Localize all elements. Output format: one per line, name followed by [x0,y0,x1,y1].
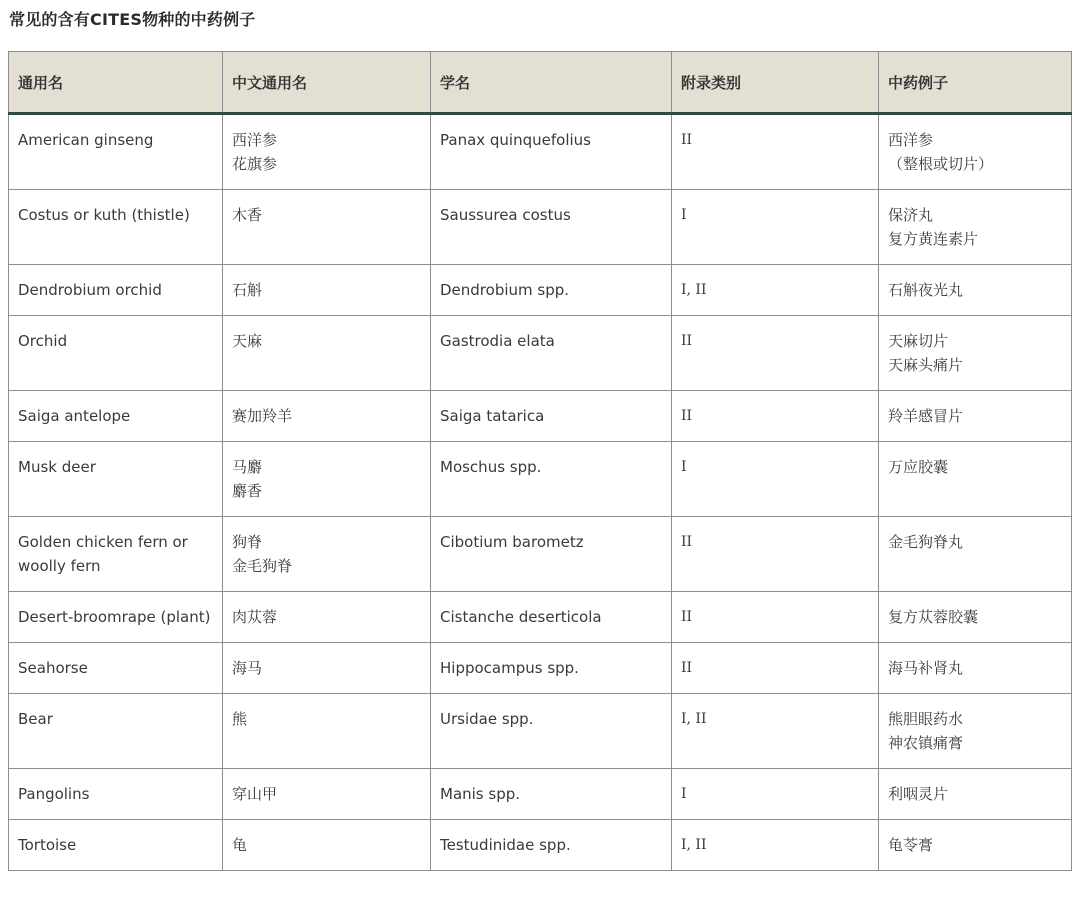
appendix-value: II [681,660,693,676]
common-name-cell [9,643,223,694]
tcm-example-line: 羚羊感冒片 [888,407,964,425]
table-row [9,820,1072,871]
table-header-row [9,52,1072,114]
tcm-examples-cell [879,517,1072,592]
appendix-cell [672,820,879,871]
chinese-name-cell [223,316,431,391]
scientific-name-cell [431,769,672,820]
tcm-example-line: 保济丸 [888,206,934,224]
chinese-name-cell [223,694,431,769]
appendix-value: II [681,408,693,424]
tcm-example-line: 复方苁蓉胶囊 [888,608,979,626]
common-name: American ginseng [18,131,154,149]
common-name: Seahorse [18,659,88,677]
chinese-name-line: 海马 [232,659,263,677]
appendix-value: II [681,534,693,550]
tcm-example-line: 西洋参 [888,131,934,149]
tcm-examples-cell [879,694,1072,769]
tcm-example-line: 金毛狗脊丸 [888,533,964,551]
appendix-value: I, II [681,282,707,298]
chinese-name-line: 赛加羚羊 [232,407,293,425]
common-name: Saiga antelope [18,407,131,425]
appendix-cell [672,190,879,265]
tcm-example-line: 天麻切片 [888,332,949,350]
tcm-examples-cell [879,592,1072,643]
table-row [9,643,1072,694]
appendix-value: I, II [681,711,707,727]
scientific-name: Panax quinquefolius [440,131,591,149]
tcm-examples-cell [879,820,1072,871]
scientific-name-cell [431,592,672,643]
table-row [9,517,1072,592]
page-title: 常见的含有CITES物种的中药例子 [9,10,256,29]
appendix-value: I [681,459,687,475]
table-row [9,391,1072,442]
appendix-cell [672,769,879,820]
tcm-examples-cell [879,190,1072,265]
tcm-examples-cell [879,265,1072,316]
chinese-name-cell [223,114,431,190]
chinese-name-cell [223,190,431,265]
chinese-name-line: 石斛 [232,281,263,299]
scientific-name-cell [431,820,672,871]
scientific-name: Saussurea costus [440,206,571,224]
common-name-cell [9,820,223,871]
tcm-example-line: 复方黄连素片 [888,230,979,248]
scientific-name-cell [431,442,672,517]
chinese-name-line: 穿山甲 [232,785,278,803]
chinese-name-line: 木香 [232,206,263,224]
chinese-name-line: 马麝 [232,458,263,476]
appendix-cell [672,517,879,592]
tcm-example-line: 石斛夜光丸 [888,281,964,299]
scientific-name: Manis spp. [440,785,521,803]
scientific-name-cell [431,190,672,265]
chinese-name-line: 西洋参 [232,131,278,149]
cites-species-table [8,51,1072,871]
table-row [9,114,1072,190]
table-row [9,694,1072,769]
scientific-name: Moschus spp. [440,458,542,476]
chinese-name-cell [223,517,431,592]
chinese-name-line: 龟 [232,836,248,854]
chinese-name-line: 金毛狗脊 [232,557,293,575]
tcm-example-line: 龟苓膏 [888,836,934,854]
tcm-examples-cell [879,643,1072,694]
tcm-examples-cell [879,114,1072,190]
scientific-name-cell [431,114,672,190]
header-chinese-name: 中文通用名 [223,52,431,114]
chinese-name-cell [223,391,431,442]
common-name: Costus or kuth (thistle) [18,206,190,224]
table-row [9,316,1072,391]
scientific-name-cell [431,265,672,316]
appendix-cell [672,265,879,316]
table-row [9,265,1072,316]
appendix-value: I [681,786,687,802]
common-name-cell [9,190,223,265]
tcm-example-line: 万应胶囊 [888,458,949,476]
common-name-cell [9,265,223,316]
table-row [9,769,1072,820]
scientific-name: Cibotium barometz [440,533,584,551]
scientific-name: Saiga tatarica [440,407,545,425]
tcm-example-line: 利咽灵片 [888,785,949,803]
chinese-name-line: 狗脊 [232,533,263,551]
tcm-examples-cell [879,391,1072,442]
appendix-value: II [681,609,693,625]
table-body [9,114,1072,871]
common-name: Tortoise [18,836,77,854]
scientific-name-cell [431,517,672,592]
scientific-name: Gastrodia elata [440,332,555,350]
header-appendix: 附录类别 [672,52,879,114]
appendix-cell [672,592,879,643]
appendix-cell [672,316,879,391]
chinese-name-cell [223,820,431,871]
scientific-name-cell [431,391,672,442]
common-name-cell [9,442,223,517]
tcm-example-line: 海马补肾丸 [888,659,964,677]
header-scientific-name: 学名 [431,52,672,114]
scientific-name-cell [431,316,672,391]
common-name: Orchid [18,332,68,350]
common-name-cell [9,517,223,592]
common-name: Musk deer [18,458,96,476]
appendix-cell [672,643,879,694]
common-name-cell [9,391,223,442]
table-row [9,190,1072,265]
tcm-examples-cell [879,769,1072,820]
common-name: Bear [18,710,53,728]
chinese-name-cell [223,769,431,820]
appendix-cell [672,391,879,442]
table-row [9,442,1072,517]
tcm-example-line: （整根或切片） [888,155,994,173]
chinese-name-line: 花旗参 [232,155,278,173]
tcm-example-line: 神农镇痛膏 [888,734,964,752]
common-name-cell [9,769,223,820]
chinese-name-cell [223,643,431,694]
scientific-name-cell [431,643,672,694]
common-name: Golden chicken fern or woolly fern [18,533,193,575]
common-name: Desert-broomrape (plant) [18,608,211,626]
common-name: Dendrobium orchid [18,281,162,299]
appendix-cell [672,442,879,517]
common-name-cell [9,114,223,190]
tcm-examples-cell [879,316,1072,391]
scientific-name: Testudinidae spp. [440,836,571,854]
chinese-name-line: 麝香 [232,482,263,500]
chinese-name-cell [223,265,431,316]
table-row [9,592,1072,643]
scientific-name-cell [431,694,672,769]
chinese-name-cell [223,442,431,517]
common-name-cell [9,694,223,769]
tcm-example-line: 天麻头痛片 [888,356,964,374]
chinese-name-line: 熊 [232,710,248,728]
appendix-cell [672,694,879,769]
scientific-name: Dendrobium spp. [440,281,570,299]
scientific-name: Hippocampus spp. [440,659,579,677]
common-name-cell [9,592,223,643]
scientific-name: Cistanche deserticola [440,608,602,626]
scientific-name: Ursidae spp. [440,710,534,728]
appendix-value: I, II [681,837,707,853]
chinese-name-line: 肉苁蓉 [232,608,278,626]
header-tcm-examples: 中药例子 [879,52,1072,114]
tcm-examples-cell [879,442,1072,517]
tcm-example-line: 熊胆眼药水 [888,710,964,728]
common-name-cell [9,316,223,391]
chinese-name-line: 天麻 [232,332,263,350]
appendix-cell [672,114,879,190]
appendix-value: I [681,207,687,223]
appendix-value: II [681,132,693,148]
appendix-value: II [681,333,693,349]
chinese-name-cell [223,592,431,643]
common-name: Pangolins [18,785,90,803]
header-common-name: 通用名 [9,52,223,114]
